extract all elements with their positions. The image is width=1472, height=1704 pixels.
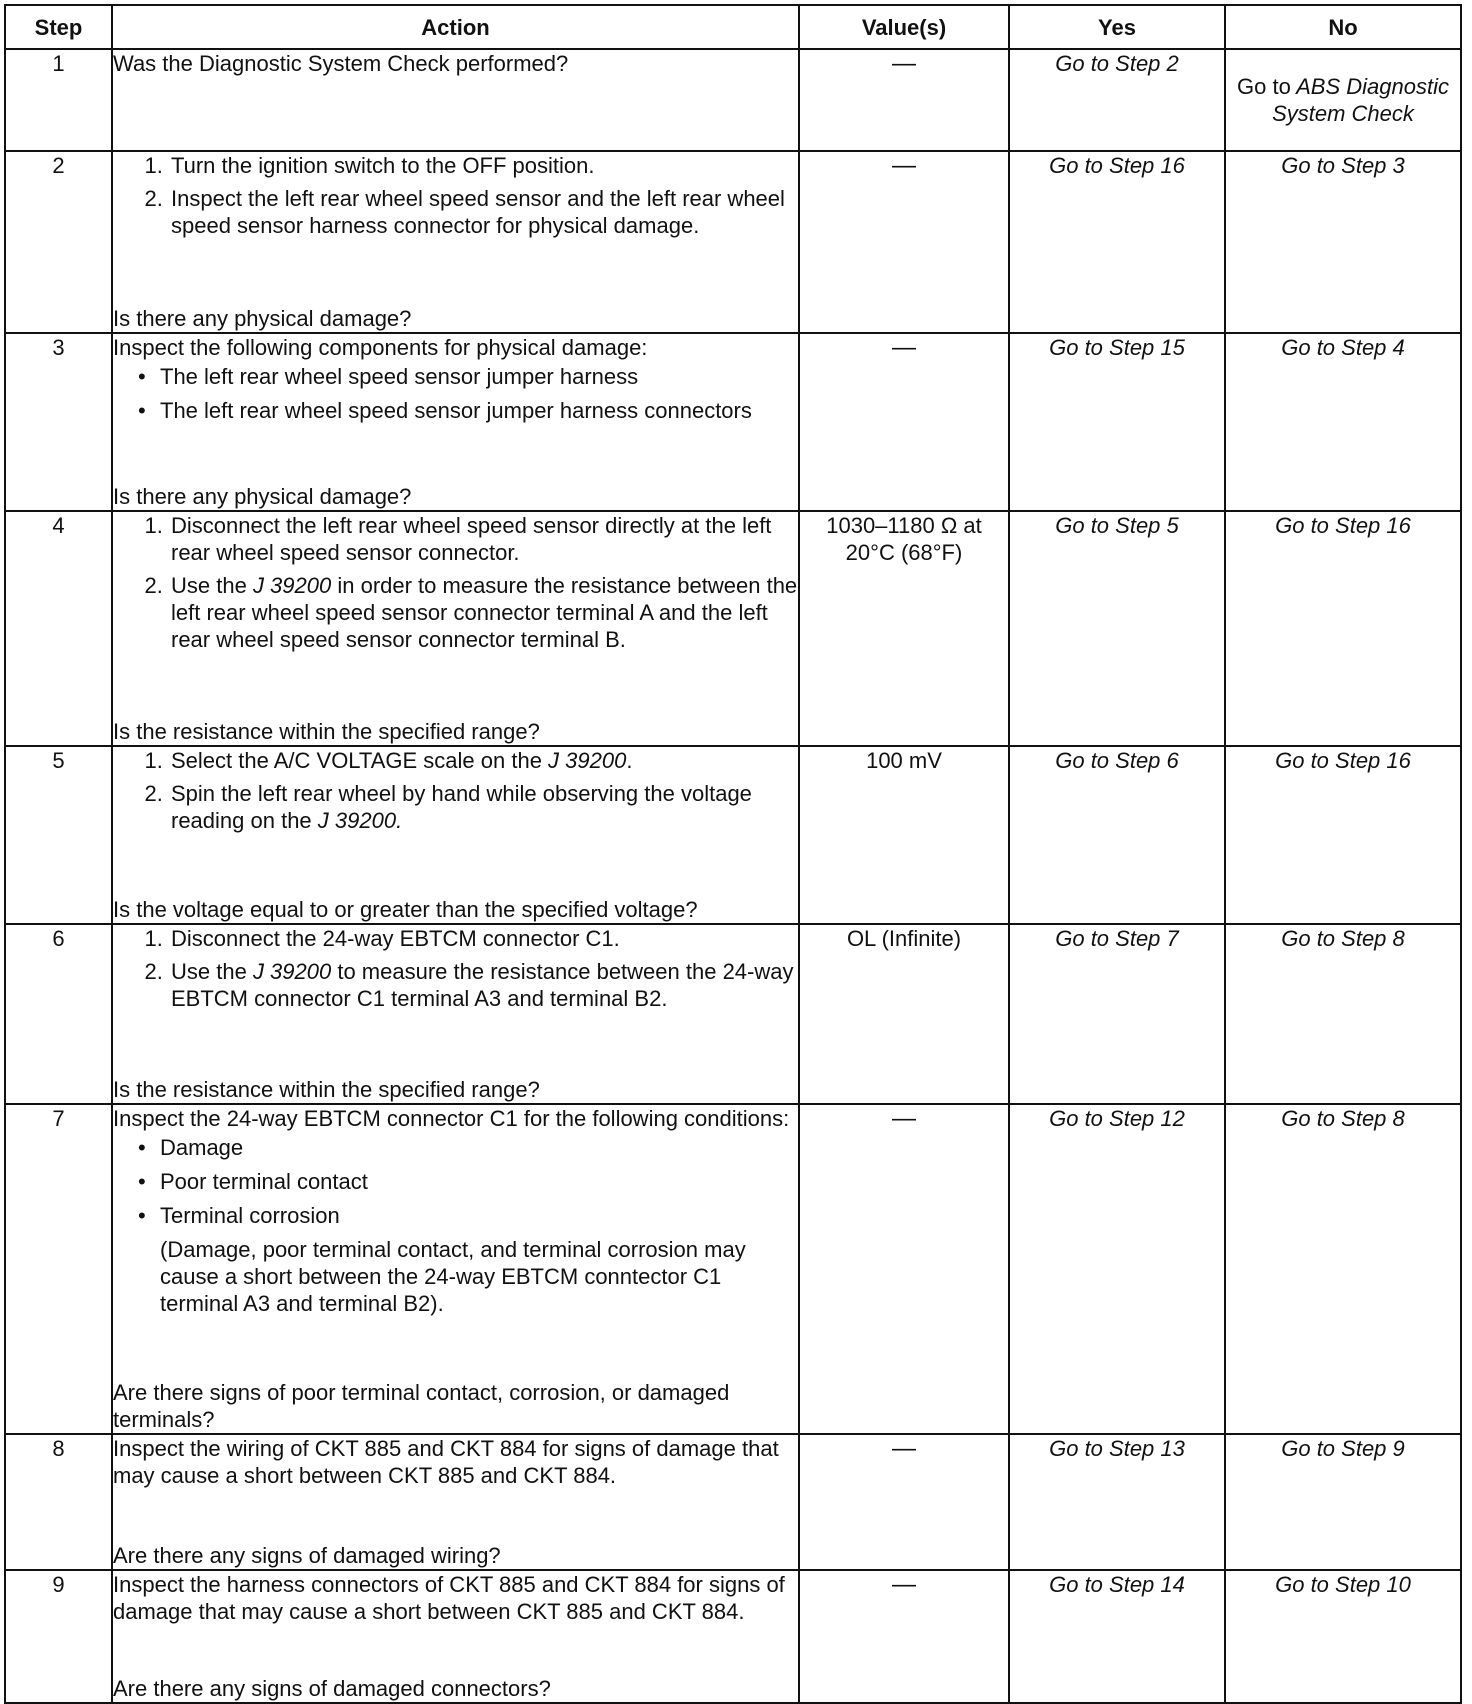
tool-reference: J 39200 <box>252 959 332 984</box>
step-text: to measure the resistance between the 24-way EBTCM connector C1 terminal A3 and terminal B2. <box>171 959 794 1011</box>
no-link[interactable] <box>1225 1570 1461 1703</box>
yes-link-text: Go to Step 7 <box>1055 926 1179 951</box>
header-action: Action <box>112 5 799 49</box>
step-number: 7 <box>5 1104 112 1434</box>
numbered-step: 1. Disconnect the left rear wheel speed sensor directly at the left rear wheel speed sensor connector. <box>169 512 798 566</box>
action-cell <box>112 1434 799 1570</box>
value-text: — <box>892 152 916 179</box>
yes-link-text: Go to Step 15 <box>1049 335 1185 360</box>
value-cell <box>799 151 1009 333</box>
step-number: 4 <box>5 511 112 746</box>
no-link-text: Go to Step 3 <box>1281 153 1405 178</box>
bullet-item: • The left rear wheel speed sensor jumper harness <box>160 363 798 390</box>
value-cell <box>799 746 1009 924</box>
yes-link[interactable] <box>1009 1104 1225 1434</box>
step-number: 5 <box>5 746 112 924</box>
no-link[interactable] <box>1225 746 1461 924</box>
no-link[interactable] <box>1225 151 1461 333</box>
no-link-prefix: Go to <box>1237 74 1291 99</box>
no-link-text: Go to Step 10 <box>1275 1572 1411 1597</box>
no-link[interactable] <box>1225 1434 1461 1570</box>
value-text: — <box>892 1105 916 1132</box>
no-link-target: ABS Diagnostic System Check <box>1272 74 1449 126</box>
bullet-item: • Poor terminal contact <box>160 1168 798 1195</box>
action-question: Is the voltage equal to or greater than the specified voltage? <box>113 897 698 922</box>
no-link-text: Go to Step 16 <box>1275 748 1411 773</box>
yes-link-text: Go to Step 2 <box>1055 51 1179 76</box>
step-number: 2 <box>5 151 112 333</box>
step-text: Spin the left rear wheel by hand while observing the voltage reading on the <box>171 781 752 833</box>
table-row <box>5 1570 1461 1703</box>
yes-link[interactable] <box>1009 746 1225 924</box>
header-no: No <box>1225 5 1461 49</box>
yes-link[interactable] <box>1009 333 1225 511</box>
numbered-step: 2. Inspect the left rear wheel speed sensor and the left rear wheel speed sensor harness connector for physical damage. <box>169 185 798 239</box>
numbered-step <box>169 747 798 774</box>
value-cell <box>799 1570 1009 1703</box>
numbered-steps <box>113 512 798 659</box>
action-text: Inspect the 24-way EBTCM connector C1 for the following conditions: <box>113 1106 790 1131</box>
header-yes: Yes <box>1009 5 1225 49</box>
table-row <box>5 49 1461 151</box>
no-link[interactable] <box>1225 333 1461 511</box>
yes-link[interactable] <box>1009 1434 1225 1570</box>
value-text: 100 mV <box>866 748 942 773</box>
value-text: — <box>892 334 916 361</box>
step-number: 9 <box>5 1570 112 1703</box>
action-cell <box>112 511 799 746</box>
numbered-step <box>169 572 798 653</box>
numbered-steps <box>113 747 798 840</box>
action-question: Is the resistance within the specified range? <box>113 1077 540 1102</box>
table-row <box>5 511 1461 746</box>
header-value: Value(s) <box>799 5 1009 49</box>
tool-reference: J 39200 <box>252 573 332 598</box>
step-text: Select the A/C VOLTAGE scale on the <box>171 748 549 773</box>
no-link-text: Go to Step 8 <box>1281 1106 1405 1131</box>
action-cell <box>112 1104 799 1434</box>
numbered-step <box>169 958 798 1012</box>
no-link-text: Go to Step 8 <box>1281 926 1405 951</box>
no-link[interactable] <box>1225 49 1461 151</box>
action-note: (Damage, poor terminal contact, and terminal corrosion may cause a short between the 24-way EBTCM conntector C1 terminal A3 and terminal B2). <box>160 1237 746 1316</box>
value-text: OL (Infinite) <box>846 926 962 951</box>
value-cell <box>799 1434 1009 1570</box>
action-cell <box>112 746 799 924</box>
yes-link[interactable] <box>1009 151 1225 333</box>
value-cell <box>799 49 1009 151</box>
no-link-text: Go to Step 9 <box>1281 1436 1405 1461</box>
value-text: 1030–1180 Ω at 20°C (68°F) <box>826 513 982 565</box>
action-text: Inspect the wiring of CKT 885 and CKT 884 for signs of damage that may cause a short between CKT 885 and CKT 884. <box>113 1436 779 1488</box>
action-question: Are there any signs of damaged connectors? <box>113 1676 551 1701</box>
bullet-list <box>113 1134 798 1229</box>
bullet-item: • The left rear wheel speed sensor jumper harness connectors <box>160 397 798 424</box>
numbered-step: 1. Disconnect the 24-way EBTCM connector C1. <box>169 925 798 952</box>
no-link-text: Go to Step 4 <box>1281 335 1405 360</box>
action-text: Inspect the harness connectors of CKT 885 and CKT 884 for signs of damage that may cause a short between CKT 885 and CKT 884. <box>113 1572 785 1624</box>
action-cell <box>112 1570 799 1703</box>
header-step: Step <box>5 5 112 49</box>
table-row <box>5 1104 1461 1434</box>
yes-link-text: Go to Step 14 <box>1049 1572 1185 1597</box>
step-text: in order to measure the resistance between the left rear wheel speed sensor connector terminal A and the left rear wheel speed sensor connector terminal B. <box>171 573 798 652</box>
bullet-list <box>113 363 798 424</box>
yes-link-text: Go to Step 5 <box>1055 513 1179 538</box>
value-text: — <box>892 1571 916 1598</box>
action-question: Are there any signs of damaged wiring? <box>113 1543 501 1568</box>
table-row <box>5 333 1461 511</box>
yes-link[interactable] <box>1009 49 1225 151</box>
value-cell <box>799 1104 1009 1434</box>
action-question: Is the resistance within the specified range? <box>113 719 540 744</box>
diagnostic-table <box>4 4 1462 1704</box>
value-cell <box>799 511 1009 746</box>
step-text: Use the <box>171 959 253 984</box>
action-question: Is there any physical damage? <box>113 484 412 509</box>
numbered-step <box>169 780 798 834</box>
step-number: 8 <box>5 1434 112 1570</box>
action-cell <box>112 49 799 151</box>
step-text: Use the <box>171 573 253 598</box>
numbered-steps <box>113 152 798 245</box>
value-text: — <box>892 1435 916 1462</box>
yes-link-text: Go to Step 16 <box>1049 153 1185 178</box>
action-question: Is there any physical damage? <box>113 306 412 331</box>
step-number: 1 <box>5 49 112 151</box>
bullet-item: • Damage <box>160 1134 798 1161</box>
tool-reference: J 39200 <box>548 748 627 773</box>
action-question: Are there signs of poor terminal contact, corrosion, or damaged terminals? <box>113 1380 730 1432</box>
step-number: 6 <box>5 924 112 1104</box>
no-link-text: Go to Step 16 <box>1275 513 1411 538</box>
value-text: — <box>892 50 916 77</box>
step-text: . <box>626 748 633 773</box>
table-row <box>5 746 1461 924</box>
value-cell <box>799 333 1009 511</box>
yes-link[interactable] <box>1009 924 1225 1104</box>
yes-link-text: Go to Step 6 <box>1055 748 1179 773</box>
action-text: Was the Diagnostic System Check performed? <box>113 51 569 76</box>
tool-reference: J 39200. <box>317 808 403 833</box>
yes-link[interactable] <box>1009 511 1225 746</box>
no-link[interactable] <box>1225 1104 1461 1434</box>
yes-link-text: Go to Step 13 <box>1049 1436 1185 1461</box>
header-row <box>5 5 1461 49</box>
table-row <box>5 151 1461 333</box>
numbered-steps <box>113 925 798 1018</box>
bullet-item: • Terminal corrosion <box>160 1202 798 1229</box>
action-cell <box>112 151 799 333</box>
action-text: Inspect the following components for physical damage: <box>113 335 648 360</box>
yes-link[interactable] <box>1009 1570 1225 1703</box>
table-row <box>5 1434 1461 1570</box>
table-row <box>5 924 1461 1104</box>
yes-link-text: Go to Step 12 <box>1049 1106 1185 1131</box>
numbered-step: 1. Turn the ignition switch to the OFF position. <box>169 152 798 179</box>
value-cell <box>799 924 1009 1104</box>
no-link[interactable] <box>1225 511 1461 746</box>
no-link[interactable] <box>1225 924 1461 1104</box>
step-number: 3 <box>5 333 112 511</box>
action-cell <box>112 924 799 1104</box>
action-cell <box>112 333 799 511</box>
